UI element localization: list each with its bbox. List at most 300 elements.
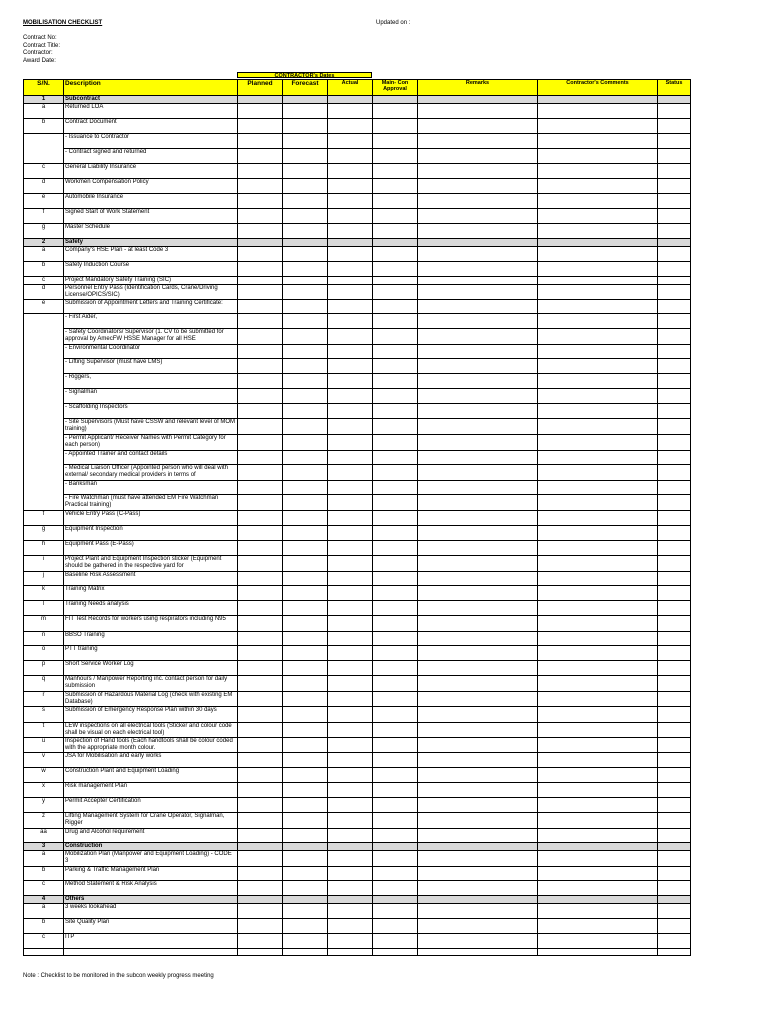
- actual-cell[interactable]: [328, 541, 373, 556]
- actual-cell[interactable]: [328, 753, 373, 768]
- remarks-cell[interactable]: [418, 262, 538, 277]
- approval-cell[interactable]: [373, 194, 418, 209]
- comments-cell[interactable]: [538, 843, 658, 851]
- approval-cell[interactable]: [373, 359, 418, 374]
- status-cell[interactable]: [658, 723, 691, 738]
- remarks-cell[interactable]: [418, 632, 538, 646]
- planned-cell[interactable]: [238, 194, 283, 209]
- actual-cell[interactable]: [328, 359, 373, 374]
- comments-cell[interactable]: [538, 919, 658, 934]
- remarks-cell[interactable]: [418, 843, 538, 851]
- status-cell[interactable]: [658, 119, 691, 134]
- actual-cell[interactable]: [328, 896, 373, 904]
- remarks-cell[interactable]: [418, 692, 538, 707]
- approval-cell[interactable]: [373, 572, 418, 586]
- actual-cell[interactable]: [328, 389, 373, 404]
- forecast-cell[interactable]: [283, 374, 328, 389]
- actual-cell[interactable]: [328, 934, 373, 949]
- approval-cell[interactable]: [373, 753, 418, 768]
- approval-cell[interactable]: [373, 300, 418, 314]
- planned-cell[interactable]: [238, 404, 283, 419]
- approval-cell[interactable]: [373, 646, 418, 661]
- comments-cell[interactable]: [538, 104, 658, 119]
- approval-cell[interactable]: [373, 586, 418, 601]
- planned-cell[interactable]: [238, 632, 283, 646]
- planned-cell[interactable]: [238, 723, 283, 738]
- comments-cell[interactable]: [538, 247, 658, 262]
- planned-cell[interactable]: [238, 300, 283, 314]
- approval-cell[interactable]: [373, 843, 418, 851]
- comments-cell[interactable]: [538, 164, 658, 179]
- remarks-cell[interactable]: [418, 572, 538, 586]
- forecast-cell[interactable]: [283, 768, 328, 783]
- actual-cell[interactable]: [328, 723, 373, 738]
- planned-cell[interactable]: [238, 435, 283, 451]
- approval-cell[interactable]: [373, 904, 418, 919]
- comments-cell[interactable]: [538, 389, 658, 404]
- comments-cell[interactable]: [538, 465, 658, 481]
- comments-cell[interactable]: [538, 119, 658, 134]
- planned-cell[interactable]: [238, 247, 283, 262]
- approval-cell[interactable]: [373, 465, 418, 481]
- status-cell[interactable]: [658, 851, 691, 867]
- status-cell[interactable]: [658, 526, 691, 541]
- comments-cell[interactable]: [538, 556, 658, 572]
- approval-cell[interactable]: [373, 164, 418, 179]
- approval-cell[interactable]: [373, 179, 418, 194]
- approval-cell[interactable]: [373, 374, 418, 389]
- actual-cell[interactable]: [328, 277, 373, 285]
- forecast-cell[interactable]: [283, 345, 328, 359]
- remarks-cell[interactable]: [418, 813, 538, 829]
- comments-cell[interactable]: [538, 277, 658, 285]
- actual-cell[interactable]: [328, 435, 373, 451]
- planned-cell[interactable]: [238, 661, 283, 676]
- forecast-cell[interactable]: [283, 481, 328, 495]
- forecast-cell[interactable]: [283, 149, 328, 164]
- status-cell[interactable]: [658, 919, 691, 934]
- actual-cell[interactable]: [328, 572, 373, 586]
- actual-cell[interactable]: [328, 949, 373, 956]
- status-cell[interactable]: [658, 149, 691, 164]
- actual-cell[interactable]: [328, 851, 373, 867]
- forecast-cell[interactable]: [283, 632, 328, 646]
- planned-cell[interactable]: [238, 465, 283, 481]
- status-cell[interactable]: [658, 692, 691, 707]
- actual-cell[interactable]: [328, 707, 373, 723]
- remarks-cell[interactable]: [418, 119, 538, 134]
- forecast-cell[interactable]: [283, 451, 328, 465]
- actual-cell[interactable]: [328, 661, 373, 676]
- comments-cell[interactable]: [538, 359, 658, 374]
- remarks-cell[interactable]: [418, 707, 538, 723]
- planned-cell[interactable]: [238, 586, 283, 601]
- planned-cell[interactable]: [238, 239, 283, 247]
- status-cell[interactable]: [658, 783, 691, 798]
- remarks-cell[interactable]: [418, 104, 538, 119]
- approval-cell[interactable]: [373, 389, 418, 404]
- comments-cell[interactable]: [538, 572, 658, 586]
- planned-cell[interactable]: [238, 896, 283, 904]
- comments-cell[interactable]: [538, 783, 658, 798]
- approval-cell[interactable]: [373, 285, 418, 300]
- planned-cell[interactable]: [238, 601, 283, 616]
- remarks-cell[interactable]: [418, 374, 538, 389]
- status-cell[interactable]: [658, 934, 691, 949]
- forecast-cell[interactable]: [283, 661, 328, 676]
- comments-cell[interactable]: [538, 345, 658, 359]
- remarks-cell[interactable]: [418, 389, 538, 404]
- remarks-cell[interactable]: [418, 329, 538, 345]
- comments-cell[interactable]: [538, 329, 658, 345]
- planned-cell[interactable]: [238, 119, 283, 134]
- planned-cell[interactable]: [238, 616, 283, 632]
- comments-cell[interactable]: [538, 262, 658, 277]
- status-cell[interactable]: [658, 389, 691, 404]
- approval-cell[interactable]: [373, 556, 418, 572]
- actual-cell[interactable]: [328, 451, 373, 465]
- planned-cell[interactable]: [238, 881, 283, 896]
- status-cell[interactable]: [658, 813, 691, 829]
- actual-cell[interactable]: [328, 300, 373, 314]
- planned-cell[interactable]: [238, 277, 283, 285]
- planned-cell[interactable]: [238, 646, 283, 661]
- status-cell[interactable]: [658, 329, 691, 345]
- forecast-cell[interactable]: [283, 96, 328, 104]
- approval-cell[interactable]: [373, 481, 418, 495]
- approval-cell[interactable]: [373, 104, 418, 119]
- actual-cell[interactable]: [328, 646, 373, 661]
- status-cell[interactable]: [658, 798, 691, 813]
- status-cell[interactable]: [658, 262, 691, 277]
- approval-cell[interactable]: [373, 692, 418, 707]
- planned-cell[interactable]: [238, 96, 283, 104]
- actual-cell[interactable]: [328, 179, 373, 194]
- comments-cell[interactable]: [538, 934, 658, 949]
- approval-cell[interactable]: [373, 768, 418, 783]
- remarks-cell[interactable]: [418, 661, 538, 676]
- planned-cell[interactable]: [238, 753, 283, 768]
- forecast-cell[interactable]: [283, 224, 328, 239]
- planned-cell[interactable]: [238, 526, 283, 541]
- status-cell[interactable]: [658, 300, 691, 314]
- status-cell[interactable]: [658, 465, 691, 481]
- planned-cell[interactable]: [238, 676, 283, 692]
- remarks-cell[interactable]: [418, 768, 538, 783]
- status-cell[interactable]: [658, 753, 691, 768]
- forecast-cell[interactable]: [283, 738, 328, 753]
- remarks-cell[interactable]: [418, 511, 538, 526]
- remarks-cell[interactable]: [418, 404, 538, 419]
- forecast-cell[interactable]: [283, 277, 328, 285]
- planned-cell[interactable]: [238, 556, 283, 572]
- approval-cell[interactable]: [373, 419, 418, 435]
- forecast-cell[interactable]: [283, 194, 328, 209]
- planned-cell[interactable]: [238, 149, 283, 164]
- comments-cell[interactable]: [538, 851, 658, 867]
- approval-cell[interactable]: [373, 707, 418, 723]
- status-cell[interactable]: [658, 829, 691, 843]
- planned-cell[interactable]: [238, 851, 283, 867]
- remarks-cell[interactable]: [418, 224, 538, 239]
- actual-cell[interactable]: [328, 798, 373, 813]
- status-cell[interactable]: [658, 904, 691, 919]
- approval-cell[interactable]: [373, 829, 418, 843]
- status-cell[interactable]: [658, 285, 691, 300]
- approval-cell[interactable]: [373, 881, 418, 896]
- approval-cell[interactable]: [373, 896, 418, 904]
- forecast-cell[interactable]: [283, 867, 328, 881]
- forecast-cell[interactable]: [283, 419, 328, 435]
- remarks-cell[interactable]: [418, 359, 538, 374]
- planned-cell[interactable]: [238, 813, 283, 829]
- approval-cell[interactable]: [373, 601, 418, 616]
- approval-cell[interactable]: [373, 526, 418, 541]
- approval-cell[interactable]: [373, 661, 418, 676]
- actual-cell[interactable]: [328, 465, 373, 481]
- forecast-cell[interactable]: [283, 586, 328, 601]
- comments-cell[interactable]: [538, 134, 658, 149]
- status-cell[interactable]: [658, 164, 691, 179]
- forecast-cell[interactable]: [283, 753, 328, 768]
- status-cell[interactable]: [658, 179, 691, 194]
- comments-cell[interactable]: [538, 495, 658, 511]
- forecast-cell[interactable]: [283, 495, 328, 511]
- approval-cell[interactable]: [373, 813, 418, 829]
- planned-cell[interactable]: [238, 707, 283, 723]
- planned-cell[interactable]: [238, 209, 283, 224]
- forecast-cell[interactable]: [283, 239, 328, 247]
- planned-cell[interactable]: [238, 314, 283, 329]
- planned-cell[interactable]: [238, 359, 283, 374]
- forecast-cell[interactable]: [283, 329, 328, 345]
- approval-cell[interactable]: [373, 851, 418, 867]
- planned-cell[interactable]: [238, 224, 283, 239]
- approval-cell[interactable]: [373, 934, 418, 949]
- remarks-cell[interactable]: [418, 934, 538, 949]
- actual-cell[interactable]: [328, 262, 373, 277]
- approval-cell[interactable]: [373, 632, 418, 646]
- actual-cell[interactable]: [328, 881, 373, 896]
- remarks-cell[interactable]: [418, 723, 538, 738]
- comments-cell[interactable]: [538, 896, 658, 904]
- forecast-cell[interactable]: [283, 723, 328, 738]
- approval-cell[interactable]: [373, 435, 418, 451]
- comments-cell[interactable]: [538, 867, 658, 881]
- status-cell[interactable]: [658, 239, 691, 247]
- comments-cell[interactable]: [538, 96, 658, 104]
- forecast-cell[interactable]: [283, 164, 328, 179]
- status-cell[interactable]: [658, 949, 691, 956]
- planned-cell[interactable]: [238, 904, 283, 919]
- remarks-cell[interactable]: [418, 904, 538, 919]
- status-cell[interactable]: [658, 843, 691, 851]
- comments-cell[interactable]: [538, 829, 658, 843]
- forecast-cell[interactable]: [283, 179, 328, 194]
- forecast-cell[interactable]: [283, 134, 328, 149]
- forecast-cell[interactable]: [283, 843, 328, 851]
- status-cell[interactable]: [658, 661, 691, 676]
- status-cell[interactable]: [658, 881, 691, 896]
- remarks-cell[interactable]: [418, 867, 538, 881]
- approval-cell[interactable]: [373, 96, 418, 104]
- approval-cell[interactable]: [373, 262, 418, 277]
- comments-cell[interactable]: [538, 949, 658, 956]
- remarks-cell[interactable]: [418, 179, 538, 194]
- actual-cell[interactable]: [328, 556, 373, 572]
- status-cell[interactable]: [658, 676, 691, 692]
- comments-cell[interactable]: [538, 314, 658, 329]
- comments-cell[interactable]: [538, 676, 658, 692]
- actual-cell[interactable]: [328, 904, 373, 919]
- remarks-cell[interactable]: [418, 829, 538, 843]
- actual-cell[interactable]: [328, 224, 373, 239]
- comments-cell[interactable]: [538, 813, 658, 829]
- comments-cell[interactable]: [538, 179, 658, 194]
- approval-cell[interactable]: [373, 511, 418, 526]
- remarks-cell[interactable]: [418, 556, 538, 572]
- actual-cell[interactable]: [328, 194, 373, 209]
- remarks-cell[interactable]: [418, 285, 538, 300]
- approval-cell[interactable]: [373, 495, 418, 511]
- actual-cell[interactable]: [328, 345, 373, 359]
- approval-cell[interactable]: [373, 451, 418, 465]
- status-cell[interactable]: [658, 572, 691, 586]
- remarks-cell[interactable]: [418, 134, 538, 149]
- actual-cell[interactable]: [328, 239, 373, 247]
- status-cell[interactable]: [658, 867, 691, 881]
- remarks-cell[interactable]: [418, 209, 538, 224]
- status-cell[interactable]: [658, 359, 691, 374]
- remarks-cell[interactable]: [418, 277, 538, 285]
- approval-cell[interactable]: [373, 247, 418, 262]
- approval-cell[interactable]: [373, 738, 418, 753]
- approval-cell[interactable]: [373, 239, 418, 247]
- forecast-cell[interactable]: [283, 692, 328, 707]
- status-cell[interactable]: [658, 541, 691, 556]
- actual-cell[interactable]: [328, 919, 373, 934]
- forecast-cell[interactable]: [283, 881, 328, 896]
- forecast-cell[interactable]: [283, 119, 328, 134]
- planned-cell[interactable]: [238, 329, 283, 345]
- forecast-cell[interactable]: [283, 285, 328, 300]
- status-cell[interactable]: [658, 435, 691, 451]
- actual-cell[interactable]: [328, 374, 373, 389]
- forecast-cell[interactable]: [283, 435, 328, 451]
- planned-cell[interactable]: [238, 738, 283, 753]
- forecast-cell[interactable]: [283, 104, 328, 119]
- planned-cell[interactable]: [238, 798, 283, 813]
- planned-cell[interactable]: [238, 374, 283, 389]
- planned-cell[interactable]: [238, 164, 283, 179]
- actual-cell[interactable]: [328, 586, 373, 601]
- comments-cell[interactable]: [538, 616, 658, 632]
- remarks-cell[interactable]: [418, 194, 538, 209]
- planned-cell[interactable]: [238, 829, 283, 843]
- comments-cell[interactable]: [538, 419, 658, 435]
- remarks-cell[interactable]: [418, 149, 538, 164]
- remarks-cell[interactable]: [418, 239, 538, 247]
- forecast-cell[interactable]: [283, 601, 328, 616]
- status-cell[interactable]: [658, 511, 691, 526]
- planned-cell[interactable]: [238, 919, 283, 934]
- status-cell[interactable]: [658, 616, 691, 632]
- status-cell[interactable]: [658, 451, 691, 465]
- status-cell[interactable]: [658, 896, 691, 904]
- remarks-cell[interactable]: [418, 783, 538, 798]
- status-cell[interactable]: [658, 104, 691, 119]
- remarks-cell[interactable]: [418, 495, 538, 511]
- status-cell[interactable]: [658, 586, 691, 601]
- remarks-cell[interactable]: [418, 676, 538, 692]
- forecast-cell[interactable]: [283, 851, 328, 867]
- approval-cell[interactable]: [373, 919, 418, 934]
- forecast-cell[interactable]: [283, 541, 328, 556]
- forecast-cell[interactable]: [283, 404, 328, 419]
- planned-cell[interactable]: [238, 451, 283, 465]
- planned-cell[interactable]: [238, 692, 283, 707]
- actual-cell[interactable]: [328, 404, 373, 419]
- comments-cell[interactable]: [538, 404, 658, 419]
- status-cell[interactable]: [658, 374, 691, 389]
- comments-cell[interactable]: [538, 601, 658, 616]
- comments-cell[interactable]: [538, 738, 658, 753]
- planned-cell[interactable]: [238, 511, 283, 526]
- comments-cell[interactable]: [538, 692, 658, 707]
- status-cell[interactable]: [658, 768, 691, 783]
- remarks-cell[interactable]: [418, 896, 538, 904]
- forecast-cell[interactable]: [283, 676, 328, 692]
- remarks-cell[interactable]: [418, 345, 538, 359]
- forecast-cell[interactable]: [283, 934, 328, 949]
- actual-cell[interactable]: [328, 843, 373, 851]
- status-cell[interactable]: [658, 277, 691, 285]
- remarks-cell[interactable]: [418, 526, 538, 541]
- status-cell[interactable]: [658, 247, 691, 262]
- planned-cell[interactable]: [238, 949, 283, 956]
- remarks-cell[interactable]: [418, 481, 538, 495]
- remarks-cell[interactable]: [418, 435, 538, 451]
- remarks-cell[interactable]: [418, 419, 538, 435]
- status-cell[interactable]: [658, 738, 691, 753]
- remarks-cell[interactable]: [418, 541, 538, 556]
- remarks-cell[interactable]: [418, 164, 538, 179]
- planned-cell[interactable]: [238, 783, 283, 798]
- remarks-cell[interactable]: [418, 738, 538, 753]
- status-cell[interactable]: [658, 481, 691, 495]
- forecast-cell[interactable]: [283, 616, 328, 632]
- planned-cell[interactable]: [238, 134, 283, 149]
- approval-cell[interactable]: [373, 404, 418, 419]
- approval-cell[interactable]: [373, 149, 418, 164]
- actual-cell[interactable]: [328, 209, 373, 224]
- remarks-cell[interactable]: [418, 586, 538, 601]
- actual-cell[interactable]: [328, 616, 373, 632]
- status-cell[interactable]: [658, 419, 691, 435]
- comments-cell[interactable]: [538, 194, 658, 209]
- forecast-cell[interactable]: [283, 359, 328, 374]
- remarks-cell[interactable]: [418, 881, 538, 896]
- approval-cell[interactable]: [373, 209, 418, 224]
- status-cell[interactable]: [658, 134, 691, 149]
- forecast-cell[interactable]: [283, 247, 328, 262]
- approval-cell[interactable]: [373, 541, 418, 556]
- forecast-cell[interactable]: [283, 572, 328, 586]
- status-cell[interactable]: [658, 96, 691, 104]
- comments-cell[interactable]: [538, 435, 658, 451]
- actual-cell[interactable]: [328, 96, 373, 104]
- actual-cell[interactable]: [328, 481, 373, 495]
